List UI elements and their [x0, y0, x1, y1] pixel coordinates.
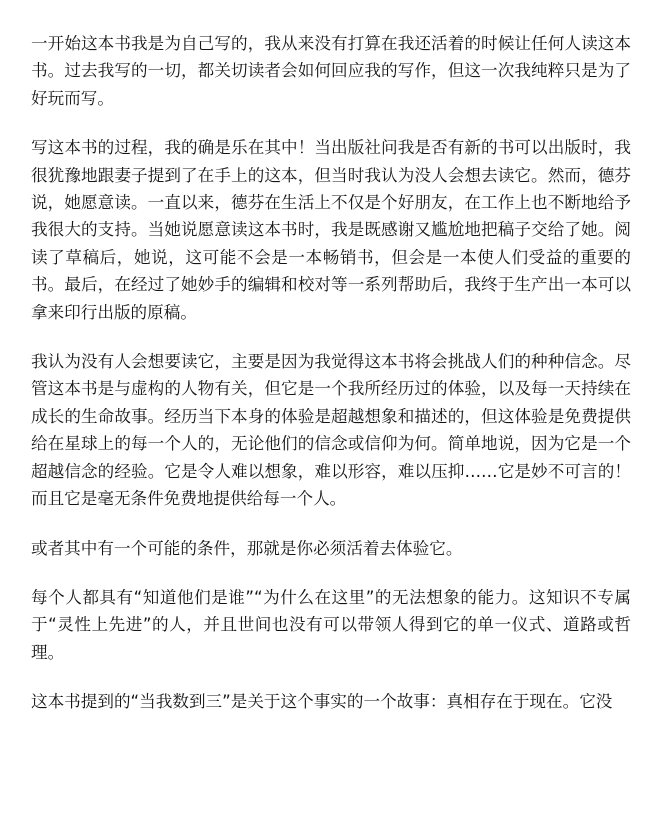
paragraph-3: 我认为没有人会想要读它，主要是因为我觉得这本书将会挑战人们的种种信念。尽管这本书是与虚构的人物有关，但它是一个我所经历过的体验，以及每一天持续在成长的生命故事。经历当下本身的体验是超越想象和描述的，但这体验是免费提供给在星球上的每一个人的，无论他们的信念或信仰为何。简单地说，因为它是一个超越信念的经验。它是令人难以想象，难以形容，难以压抑……它是妙不可言的！而且它是毫无条件免费地提供给每一个人。: [31, 352, 631, 509]
paragraph-2: 写这本书的过程，我的确是乐在其中！当出版社问我是否有新的书可以出版时，我很犹豫地跟妻子提到了在手上的这本，但当时我认为没人会想去读它。然而，德芬说，她愿意读。一直以来，德芬在生活上不仅是个好朋友，在工作上也不断地给予我很大的支持。当她说愿意读这本书时，我是既感谢又尴尬地把稿子交给了她。阅读了草稿后，她说，这可能不会是一本畅销书，但会是一本使人们受益的重要的书。最后，在经过了她妙手的编辑和校对等一系列帮助后，我终于生产出一本可以拿来印行出版的原稿。: [31, 138, 631, 322]
paragraph-5: 每个人都具有“知道他们是谁”“为什么在这里”的无法想象的能力。这知识不专属于“灵性上先进”的人，并且世间也没有可以带领人得到它的单一仪式、道路或哲理。: [31, 587, 631, 662]
paragraph-6: 这本书提到的“当我数到三”是关于这个事实的一个故事：真相存在于现在。它没: [31, 692, 613, 712]
paragraph-4: 或者其中有一个可能的条件，那就是你必须活着去体验它。: [31, 538, 463, 558]
paragraph-1: 一开始这本书我是为自己写的，我从来没有打算在我还活着的时候让任何人读这本书。过去我写的一切，都关切读者会如何回应我的写作，但这一次我纯粹只是为了好玩而写。: [31, 34, 631, 108]
